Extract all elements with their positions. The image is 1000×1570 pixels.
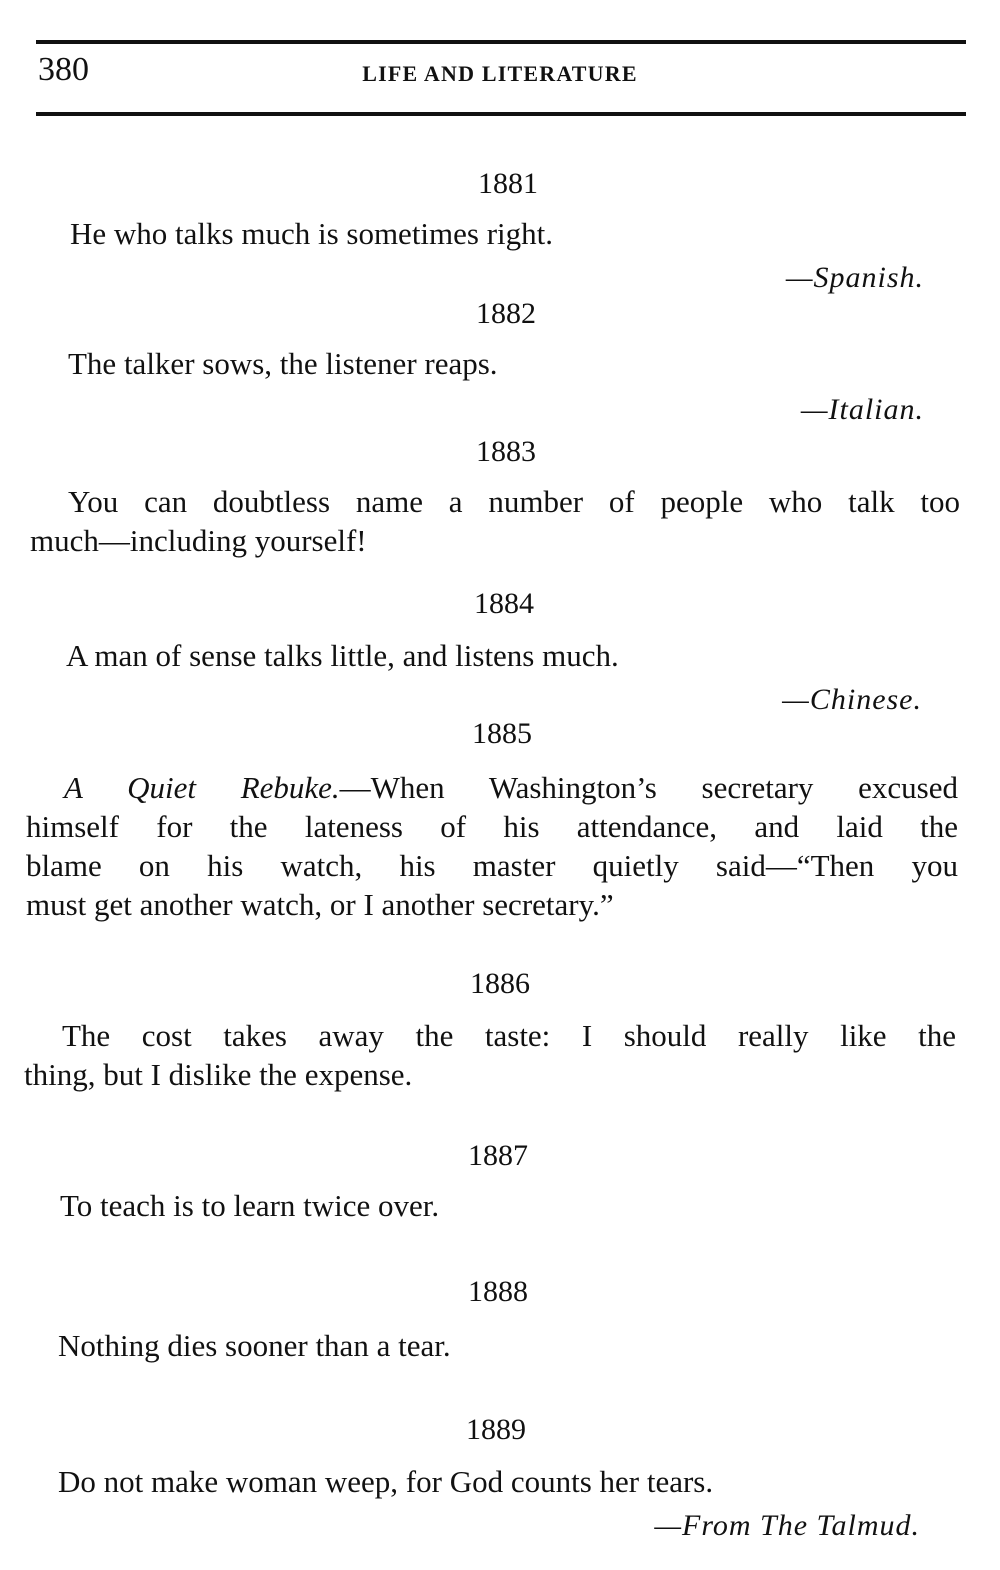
entry-line-text: —When Washington’s secretary excused xyxy=(339,770,958,805)
entry-paragraph xyxy=(26,768,958,924)
entry-number: 1883 xyxy=(476,435,536,468)
entry-line: much—including yourself! xyxy=(30,523,367,558)
entry-title: A Quiet Rebuke. xyxy=(64,770,340,805)
page-number: 380 xyxy=(38,51,89,88)
entry-text: A man of sense talks little, and listens much. xyxy=(66,638,619,673)
entry-line: must get another watch, or I another secretary.” xyxy=(26,887,614,922)
entry-attribution: —Chinese. xyxy=(782,683,922,716)
entry-attribution: —Italian. xyxy=(800,393,924,426)
entry-number: 1884 xyxy=(474,587,534,620)
entry-text: Do not make woman weep, for God counts her tears. xyxy=(58,1464,714,1499)
entry-text: He who talks much is sometimes right. xyxy=(70,216,554,251)
entry-number: 1882 xyxy=(476,297,536,330)
entry-line: The cost takes away the taste: I should really like the xyxy=(62,1018,956,1053)
entry-text: Nothing dies sooner than a tear. xyxy=(58,1328,451,1363)
entry-attribution: —From The Talmud. xyxy=(654,1509,920,1542)
entry-number: 1881 xyxy=(478,167,538,200)
entry-line xyxy=(26,768,958,807)
running-title: LIFE AND LITERATURE xyxy=(362,61,638,86)
header-rule-bottom xyxy=(36,112,966,116)
entry-line: You can doubtless name a number of people who talk too xyxy=(68,484,960,519)
entry-number: 1889 xyxy=(466,1413,526,1446)
entry-text: The talker sows, the listener reaps. xyxy=(68,346,498,381)
entry-number: 1887 xyxy=(468,1139,528,1172)
entry-number: 1886 xyxy=(470,967,530,1000)
entry-line: blame on his watch, his master quietly said—“Then you xyxy=(26,848,958,883)
entry-line: thing, but I dislike the expense. xyxy=(24,1057,413,1092)
header-rule-top xyxy=(36,40,966,44)
entry-line: himself for the lateness of his attendance, and laid the xyxy=(26,809,958,844)
entry-paragraph xyxy=(30,482,960,560)
entry-attribution: —Spanish. xyxy=(785,261,924,294)
entry-number: 1885 xyxy=(472,717,532,750)
entry-number: 1888 xyxy=(468,1275,528,1308)
entry-paragraph xyxy=(24,1016,956,1094)
entry-text: To teach is to learn twice over. xyxy=(60,1188,440,1223)
